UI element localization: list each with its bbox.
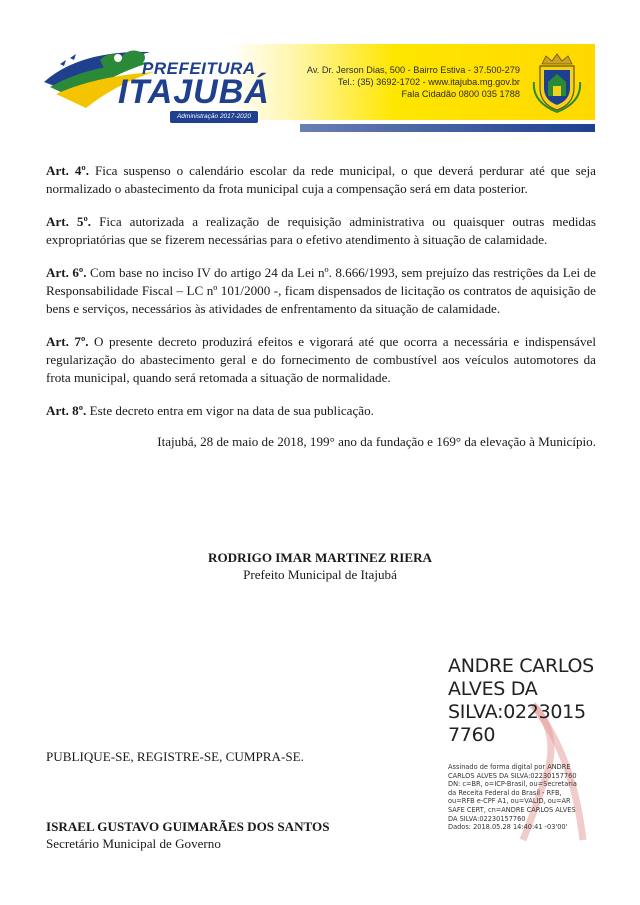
signer-name (448, 655, 608, 747)
contact-address: Av. Dr. Jerson Dias, 500 - Bairro Estiva - 37.500-279 (306, 65, 520, 75)
dateline: Itajubá, 28 de maio de 2018, 199° ano da fundação e 169° da elevação à Município. (157, 434, 596, 449)
letterhead-blue-bar (300, 124, 595, 132)
contact-hotline: Fala Cidadão 0800 035 1788 (401, 89, 520, 99)
signer-name-line: ALVES DA (448, 678, 538, 700)
mayor-title: Prefeito Municipal de Itajubá (243, 567, 397, 582)
signature-details (448, 763, 598, 832)
article-4 (46, 162, 596, 198)
letterhead (0, 0, 640, 140)
article-text: Fica suspenso o calendário escolar da rede municipal, o que deverá perdurar até que seja normalizado o abastecimento da frota municipal cuja a compensação será em data posterior. (46, 163, 596, 197)
secretary-title: Secretário Municipal de Governo (46, 836, 221, 851)
article-text: Fica autorizada a realização de requisição administrativa ou quaisquer outras medidas expropriatórias que se fizerem necessárias para o efetivo atendimento à situação de calamidade. (46, 213, 596, 248)
mayor-signature-block (0, 549, 640, 583)
secretary-signature-block (46, 818, 330, 852)
article-label: Art. 5º. (46, 213, 92, 229)
signature-detail-line: DA SILVA:02230157760 (448, 814, 526, 823)
signer-name-line: ANDRE CARLOS (448, 655, 594, 677)
secretary-name: ISRAEL GUSTAVO GUIMARÃES DOS SANTOS (46, 819, 330, 834)
article-5 (46, 213, 596, 249)
signature-detail-line: ou=RFB e-CPF A1, ou=VALID, ou=AR (448, 797, 571, 806)
logo-text-prefeitura: PREFEITURA (142, 59, 256, 78)
publication-order: PUBLIQUE-SE, REGISTRE-SE, CUMPRA-SE. (46, 749, 304, 764)
article-7 (46, 333, 596, 388)
signature-detail-line: Assinado de forma digital por ANDRE (448, 763, 571, 771)
article-label: Art. 4º. (46, 163, 89, 178)
signature-detail-line: da Receita Federal do Brasil - RFB, (448, 788, 562, 797)
article-label: Art. 7º. (46, 333, 89, 349)
article-text: Com base no inciso IV do artigo 24 da Lei nº. 8.666/1993, sem prejuízo das restrições da Lei de Responsabilidade Fiscal – LC nº 101/2000 -, ficam dispensados de licitação os contratos de aquisição de bens e serviços, necessários às atividades de enfrentamento da situação de calamidade. (46, 264, 596, 317)
article-8 (46, 402, 596, 420)
article-text: O presente decreto produzirá efeitos e vigorará até que ocorra a necessária e indispensável regularização do abastecimento geral e do fornecimento de combustível aos veículos automotores da frota municipal, quando será retomada a situação de normalidade. (46, 333, 596, 386)
signer-name-line: 7760 (448, 724, 496, 746)
letterhead-contact (307, 64, 520, 100)
signature-detail-line: Dados: 2018.05.28 14:40:41 -03'00' (448, 823, 568, 832)
signature-detail-line: SAFE CERT, cn=ANDRE CARLOS ALVES (448, 805, 576, 814)
signature-detail-line: CARLOS ALVES DA SILVA:02230157760 (448, 771, 577, 780)
logo-text-city: ITAJUBÁ (118, 73, 270, 111)
contact-phone-site: Tel.: (35) 3692-1702 - www.itajuba.mg.gov.br (337, 77, 520, 87)
mayor-name: RODRIGO IMAR MARTINEZ RIERA (208, 550, 432, 565)
decree-body (46, 162, 596, 435)
article-label: Art. 6º. (46, 264, 87, 280)
signature-detail-line: DN: c=BR, o=ICP-Brasil, ou=Secretaria (448, 780, 577, 789)
article-label: Art. 8º. (46, 403, 87, 419)
logo-administration-badge: Administração 2017-2020 (170, 111, 258, 123)
digital-signature-stamp (448, 655, 598, 855)
article-text: Este decreto entra em vigor na data de sua publicação. (86, 403, 374, 419)
article-6 (46, 264, 596, 319)
signer-name-line: SILVA:0223015 (448, 701, 586, 723)
municipal-coat-of-arms-icon (532, 52, 582, 114)
